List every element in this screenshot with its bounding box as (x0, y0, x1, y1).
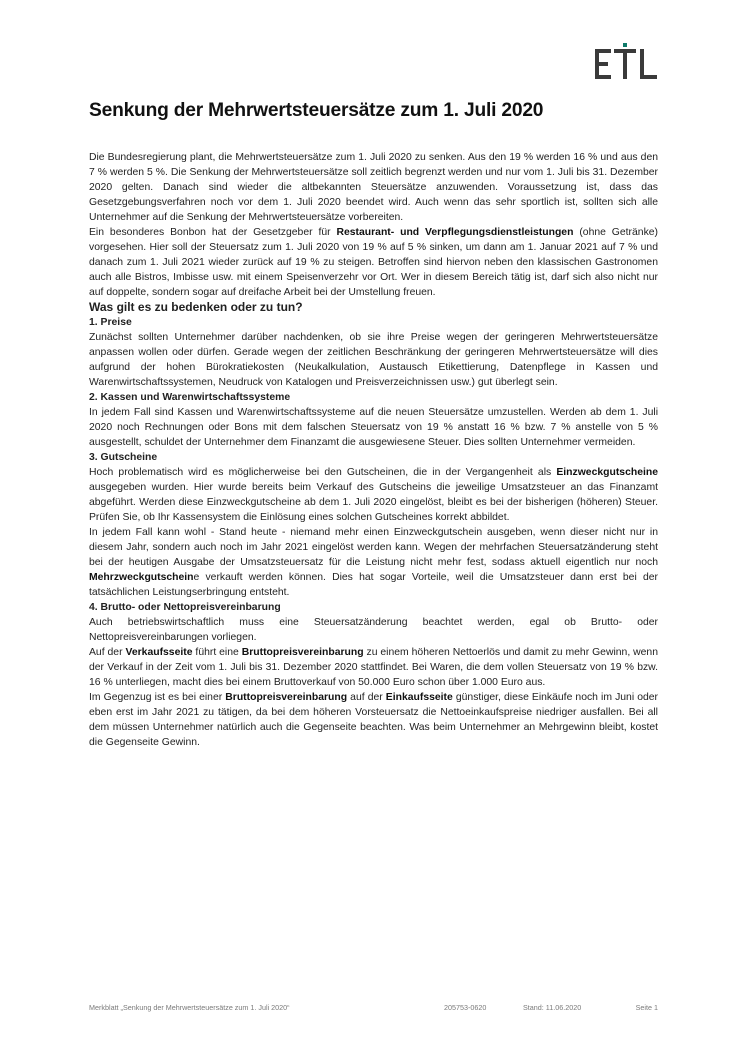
etl-logo-icon (593, 43, 659, 83)
bold-text: Verkaufsseite (125, 647, 193, 658)
section-3-heading: 3. Gutscheine (89, 452, 158, 463)
text-run: führt eine (192, 647, 242, 658)
text-run: ausgegeben wurden. Hier wurde bereits beim Verkauf des Gutscheins die jeweilige Umsatzsteuer an das Finanzamt abgeführt. Werden diese Einzweckgutscheine ab dem 1. Juli 2020 eingelöst, bleibt es bei der bisherigen (höheren) Steuer. Prüfen Sie, ob Ihr Kassensystem die Einlösung eines solchen Gutscheines korrekt abbildet. (89, 482, 658, 523)
footer-title: Merkblatt „Senkung der Mehrwertsteuersätze zum 1. Juli 2020“ (89, 1003, 290, 1012)
text-run: auf der (347, 692, 386, 703)
text-run: Hoch problematisch wird es möglicherweise bei den Gutscheinen, die in der Vergangenheit als (89, 467, 557, 478)
bold-text: Einzweckgutscheine (556, 467, 658, 478)
section-1-paragraph: Zunächst sollten Unternehmer darüber nachdenken, ob sie ihre Preise wegen der geringeren Mehrwertsteuersätze anpassen wollen oder dürfen. Gerade wegen der zeitlichen Beschränkung der geringeren Mehrwertsteuersätze will dies aufgrund der hohen Bürokratiekosten (Neukalkulation, Austausch Etikettierung, Datenpflege in Kassen und Warenwirtschaftssystemen, Neudruck von Katalogen und Preisverzeichnissen usw.) gut überlegt sein. (89, 332, 658, 388)
text-run: In jedem Fall kann wohl - Stand heute - niemand mehr einen Einzweckgutschein ausgeben, wenn dieser nicht nur in diesem Jahr, sondern auch noch im Jahr 2021 eingelöst werden kann. Wegen der mehrfachen Steuersatzänderung steht bei der heutigen Ausgabe der Umsatzsteuersatz für die Leistung nicht mehr fest, sodass aktuell eigentlich nur noch (89, 527, 658, 568)
section-2-paragraph: In jedem Fall sind Kassen und Warenwirtschaftssysteme auf die neuen Steuersätze umzustellen. Werden ab dem 1. Juli 2020 noch Rechnungen oder Bons mit dem falschen Steuersatz von 19 % anstatt 16 % bzw. 7 % anstelle von 5 % ausgestellt, schuldet der Unternehmer dem Finanzamt die ausgewiesene Steuer. Dies sollten Unternehmer vermeiden. (89, 407, 658, 448)
document-body (89, 150, 658, 750)
text-run: Auf der (89, 647, 126, 658)
section-2-heading: 2. Kassen und Warenwirtschaftssysteme (89, 392, 291, 403)
section-4-paragraph-2 (89, 645, 658, 690)
section-4-paragraph-1: Auch betriebswirtschaftlich muss eine Steuersatzänderung beachtet werden, egal ob Brutto- oder Nettopreisvereinbarungen vorliegen. (89, 617, 658, 643)
bold-text: Einkaufsseite (385, 692, 453, 703)
text-run: zu einem höheren Nettoerlös und damit zu mehr Gewinn, wenn der Verkauf in der Zeit vom 1. Juli bis 31. Dezember 2020 stattfindet. Bei Waren, die dem vollen Steuersatz von 19 % bzw. 16 % unterliegen, macht dies bei einem Bruttoverkauf von 50.000 Euro schon über 1.000 Euro aus. (89, 647, 658, 688)
footer-page-number: Seite 1 (635, 1003, 658, 1012)
section-4-paragraph-3 (89, 690, 658, 750)
section-3-paragraph-1 (89, 465, 658, 525)
etl-logo (593, 43, 659, 83)
text-run: günstiger, diese Einkäufe noch im Juni oder eben erst im Jahr 2021 zu tätigen, da bei dem höheren Vorsteuersatz die Nettoeinkaufspreise niedriger ausfallen. Bei all dem müssen Unternehmer natürlich auch die Gegenseite beachten. Was beim Unternehmer an Mehrgewinn bleibt, kostet die Gegenseite Gewinn. (89, 692, 658, 748)
text-run: (ohne Getränke) vorgesehen. Hier soll der Steuersatz zum 1. Juli 2020 von 19 % auf 5 % sinken, um dann am 1. Januar 2021 auf 7 % und danach zum 1. Juli 2021 wieder zurück auf 19 % zu steigen. Betroffen sind hiervon neben den klassischen Gastronomen auch alle Bistros, Imbisse usw. mit einem Speisenverzehr vor Ort. Wer in diesem Bereich tätig ist, darf sich also nicht nur auf doppelte, sondern sogar auf dreifache Arbeit bei der Umstellung freuen. (89, 227, 658, 298)
section-3-paragraph-2 (89, 525, 658, 600)
bold-text: Bruttopreisvereinbarung (241, 647, 364, 658)
page-footer (89, 1003, 658, 1015)
footer-document-number: 205753-0620 (444, 1003, 487, 1012)
footer-date: Stand: 11.06.2020 (523, 1003, 582, 1012)
page-title: Senkung der Mehrwertsteuersätze zum 1. Juli 2020 (89, 100, 544, 121)
section-heading: Was gilt es zu bedenken oder zu tun? (89, 300, 303, 314)
text-run: e verkauft werden können. Dies hat sogar Vorteile, weil die Umsatzsteuer dann erst bei der tatsächlichen Leistungserbringung entsteht. (89, 572, 658, 598)
bold-text: Restaurant- und Verpflegungsdienstleistungen (336, 227, 574, 238)
section-1-heading: 1. Preise (89, 317, 132, 328)
section-4-heading: 4. Brutto- oder Nettopreisvereinbarung (89, 602, 281, 613)
intro-paragraph-2 (89, 225, 658, 300)
text-run: Im Gegenzug ist es bei einer (89, 692, 226, 703)
intro-paragraph-1: Die Bundesregierung plant, die Mehrwertsteuersätze zum 1. Juli 2020 zu senken. Aus den 19 % werden 16 % und aus den 7 % werden 5 %. Die Senkung der Mehrwertsteuersätze soll zeitlich begrenzt werden und nur vom 1. Juli bis 31. Dezember 2020 gelten. Danach sind wieder die altbekannten Steuersätze anzuwenden. Voraussetzung ist, dass das Gesetzgebungsverfahren noch vor dem 1. Juli 2020 beendet wird. Auch wenn das sehr sportlich ist, sollten sich alle Unternehmer auf die Senkung der Mehrwertsteuersätze vorbereiten. (89, 152, 658, 223)
bold-text: Mehrzweckgutschein (89, 572, 194, 583)
text-run: Ein besonderes Bonbon hat der Gesetzgeber für (89, 227, 337, 238)
bold-text: Bruttopreisvereinbarung (225, 692, 348, 703)
